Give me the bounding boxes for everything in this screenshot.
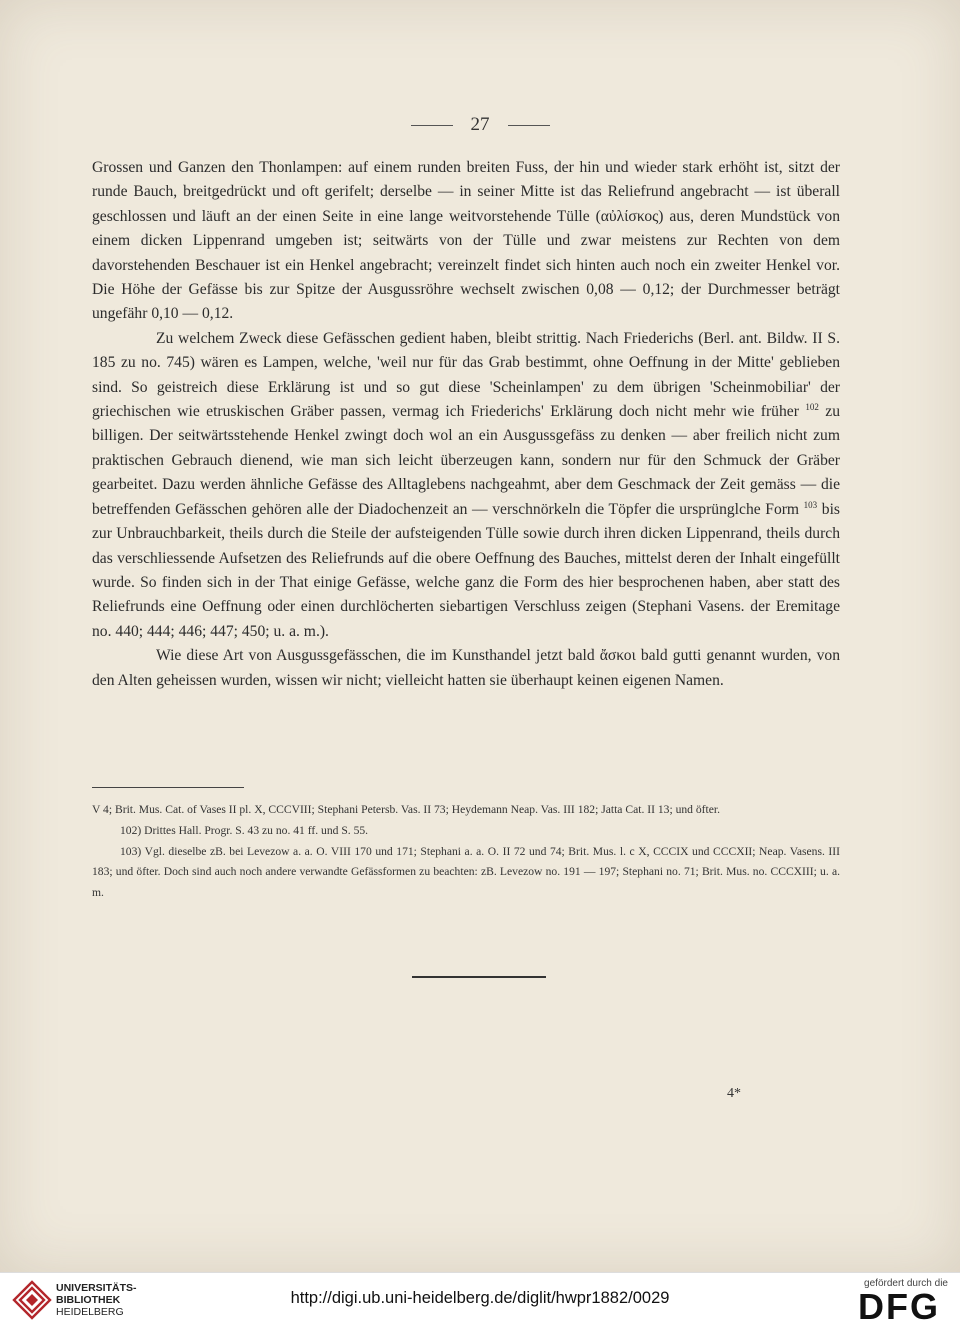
dfg-logo[interactable]: DFG bbox=[858, 1286, 940, 1327]
footnote-103: 103) Vgl. dieselbe zB. bei Levezow a. a. O. VIII 170 und 171; Stephani a. a. O. II 72 und 74; Brit. Mus. l. c X, CCCIX und CCCXII; Neap. Vasens. III 183; und öfter. Doch sind auch noch andere verwandte Gefässformen zu beachten: zB. Levezow no. 191 — 197; Stephani no. 71; Brit. Mus. no. CCCXIII; u. a. m. bbox=[92, 844, 840, 900]
signature-mark: 4* bbox=[727, 1086, 741, 1101]
footnote-102: 102) Drittes Hall. Progr. S. 43 zu no. 41 ff. und S. 55. bbox=[120, 823, 369, 837]
page-number: 27 bbox=[470, 114, 490, 135]
footnote-ref-103: 103 bbox=[803, 499, 818, 510]
section-end-rule bbox=[412, 976, 546, 978]
footnotes bbox=[92, 800, 840, 904]
library-name-line-2: BIBLIOTHEK bbox=[56, 1294, 121, 1306]
header-dash-left bbox=[411, 125, 453, 126]
paragraph-1: Grossen und Ganzen den Thonlampen: auf einem runden breiten Fuss, der hin und wieder stark erhöht ist, sitzt der runde Bauch, breitgedrückt und oft gerifelt; derselbe — in seiner Mitte ist das Reliefrund angebracht — ist überall geschlossen und läuft an der einen Seite in eine lange weitvorstehende Tülle (αὐλίσκος) aus, deren Mundstück von einem dicken Lippenrand umgeben ist; seitwärts von der Tülle und zwar meistens zur Rechten von dem davorstehenden Beschauer ist ein Henkel angebracht; vereinzelt findet sich hinten auch noch ein zweiter Henkel vor. Die Höhe der Gefässe bis zur Spitze der Ausgussröhre wechselt zwischen 0,08 — 0,12; der Durchmesser beträgt ungefähr 0,10 — 0,12. bbox=[92, 159, 840, 323]
main-text bbox=[92, 156, 840, 693]
library-name-line-3: HEIDELBERG bbox=[56, 1306, 124, 1318]
paragraph-3: Wie diese Art von Ausgussgefässchen, die im Kunsthandel jetzt bald ἄσκοι bald gutti genannt wurden, von den Alten geheissen wurden, wissen wir nicht; vielleicht hatten sie überhaupt keinen eigenen Namen. bbox=[92, 647, 840, 689]
paragraph-2-part-1: Zu welchem Zweck diese Gefässchen gedient haben, bleibt strittig. Nach Friederichs (Berl. ant. Bildw. II S. 185 zu no. 745) wären es Lampen, welche, 'weil nur für das Grab bestimmt, ohne Oeffnung in der Mitte' geblieben sind. So geistreich diese Erklärung ist und so gut diese 'Scheinlampen' zu dem übrigen 'Scheinmobiliar' der griechischen wie etruskischen Gräber passen, vermag ich Friederichs' Erklärung doch nicht mehr wie früher bbox=[92, 329, 840, 421]
permalink-url[interactable]: http://digi.ub.uni-heidelberg.de/diglit/hwpr1882/0029 bbox=[290, 1289, 670, 1307]
paragraph-2-part-3: bis zur Unbrauchbarkeit, theils durch die Steile der aufsteigenden Tülle sowie durch ihren dicken Lippenrand, theils durch das verschliessende Aufsetzen des Reliefrunds auf die obere Oeffnung des Bauches, mittelst deren der Inhalt eingefüllt wurde. So finden sich in der That einige Gefässe, welche ganz die Form des hier besprochenen haben, aber statt des Reliefrunds eine Oeffnung oder einen durchlöcherten siebartigen Verschluss zeigen (Stephani Vasens. der Eremitage no. 440; 444; 446; 447; 450; u. a. m.). bbox=[92, 500, 840, 640]
library-name-line-1: UNIVERSITÄTS- bbox=[56, 1282, 137, 1294]
paragraph-2-part-2: zu billigen. Der seitwärtsstehende Henkel zwingt doch wol an ein Ausgussgefäss zu denken — aber freilich nicht zum praktischen Gebrauch dienend, wie man sich leicht überzeugen kann, sondern nur für den Schmuck der Gräber gearbeitet. Dazu werden ähnliche Gefässe des Alltaglebens nachgeahmt, aber dem Geschmack der Zeit gemäss — die betreffenden Gefässchen gehören alle der Diadochenzeit an — verschnörkeln die Töpfer die ursprünglche Form bbox=[92, 403, 840, 518]
viewer-footer bbox=[0, 1272, 960, 1329]
funder-label: gefördert durch die bbox=[864, 1278, 948, 1289]
page-number-header bbox=[0, 114, 960, 136]
header-dash-right bbox=[508, 125, 550, 126]
footnote-ref-102: 102 bbox=[805, 401, 819, 412]
paragraph-2 bbox=[92, 327, 840, 644]
footnote-continued: V 4; Brit. Mus. Cat. of Vases II pl. X, CCCVIII; Stephani Petersb. Vas. II 73; Heydemann Neap. Vas. III 182; Jatta Cat. II 13; und öfter. bbox=[92, 803, 721, 816]
footnote-rule bbox=[92, 787, 244, 788]
